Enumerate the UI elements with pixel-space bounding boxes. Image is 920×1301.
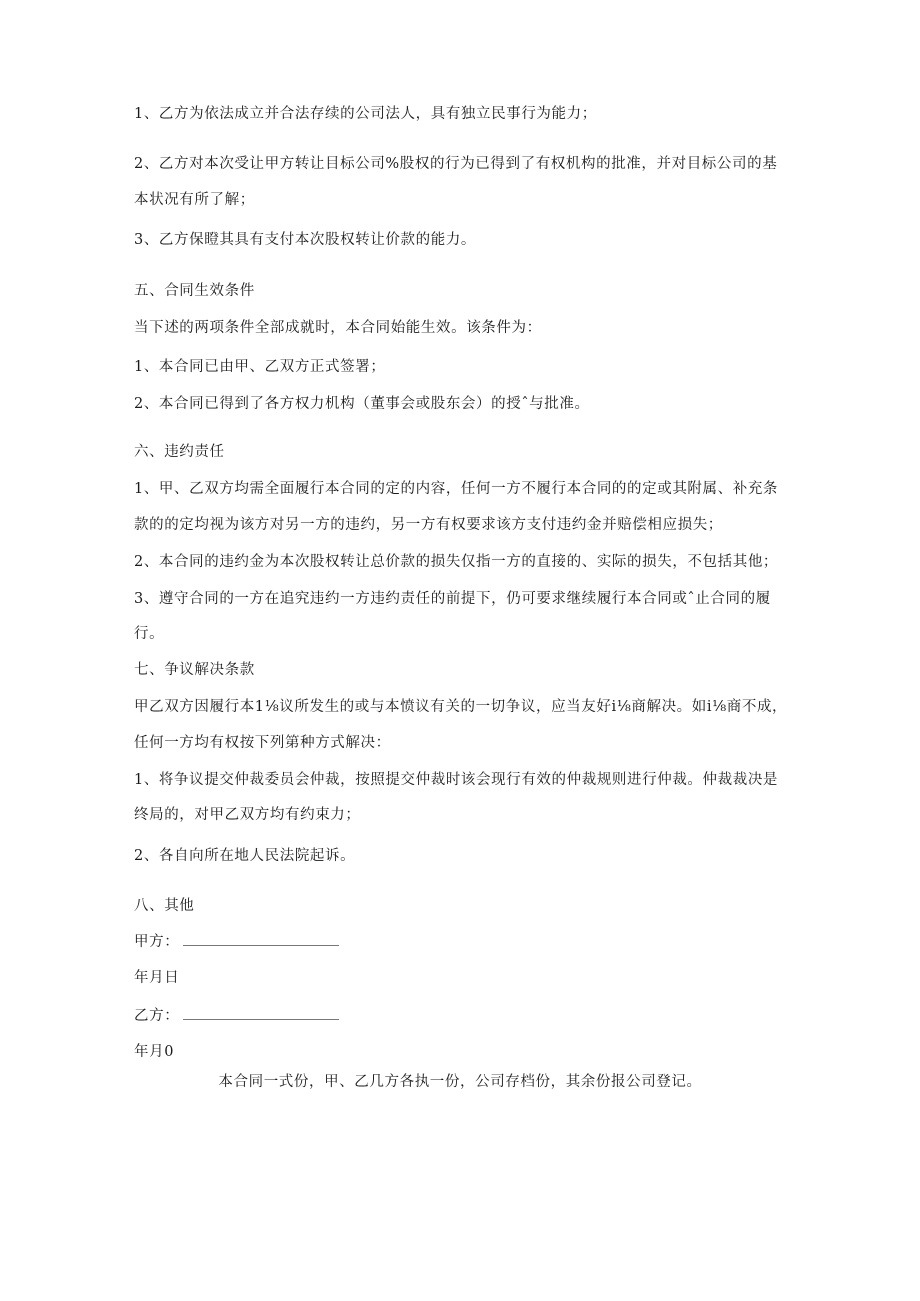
section-6-item-3-line2: 行。 [134,626,165,642]
section-8-heading: 八、其他 [134,898,195,914]
footer-note: 本合同一式份，甲、乙几方各执一份，公司存档份，其余份报公司登记。 [218,1074,702,1090]
clause-b-2-line1: 2、乙方对本次受让甲方转让目标公司%股权的行为已得到了有权机构的批准，并对目标公司的基 [134,156,778,172]
party-b-label: 乙方： [134,1008,180,1024]
party-a-row [134,932,339,952]
section-7-item-2: 2、各自向所在地人民法院起诉。 [134,848,356,864]
section-7-heading: 七、争议解决条款 [134,662,255,678]
section-6-item-1-line1: 1、甲、乙双方均需全面履行本合同的定的内容，任何一方不履行本合同的的定或其附属、补充条 [134,481,779,497]
section-7-intro-line2: 任何一方均有权按下列第种方式解决： [134,735,391,751]
clause-b-2-line2: 本状况有所了解； [134,192,255,208]
party-a-label: 甲方： [134,934,180,950]
section-6-item-3-line1: 3、遵守合同的一方在追究违约一方违约责任的前提下，仍可要求继续履行本合同或ˆ止合同的履 [134,591,771,607]
section-5-item-2: 2、本合同已得到了各方权力机构（董事会或股东会）的授ˆ与批准。 [134,396,590,412]
section-6-item-1-line2: 款的的定均视为该方对另一方的违约，另一方有权要求该方支付违约金并赔偿相应损失； [134,517,723,533]
section-5-intro: 当下述的两项条件全部成就时，本合同始能生效。该条件为： [134,320,542,336]
section-6-item-2: 2、本合同的违约金为本次股权转让总价款的损失仅指一方的直接的、实际的损失，不包括其他； [134,554,779,570]
section-7-intro-line1: 甲乙双方因履行本1⅛议所发生的或与本愤议有关的一切争议，应当友好i⅛商解决。如i⅛商不成， [134,699,788,715]
party-b-date: 年月0 [134,1044,175,1060]
section-5-item-1: 1、本合同已由甲、乙双方正式签署； [134,359,386,375]
section-7-item-1-line2: 终局的，对甲乙双方均有约束力； [134,807,361,823]
party-b-row [134,1006,339,1026]
section-6-heading: 六、违约责任 [134,444,225,460]
party-a-date: 年月日 [134,970,180,986]
section-5-heading: 五、合同生效条件 [134,283,255,299]
clause-b-3: 3、乙方保瞪其具有支付本次股权转让价款的能力。 [134,232,477,248]
party-a-signature-line [183,933,339,946]
party-b-signature-line [183,1007,339,1020]
clause-b-1: 1、乙方为依法成立并合法存续的公司法人，具有独立民事行为能力； [134,106,597,122]
section-7-item-1-line1: 1、将争议提交仲裁委员会仲裁，按照提交仲裁时该会现行有效的仲裁规则进行仲裁。仲裁裁决是 [134,772,779,788]
